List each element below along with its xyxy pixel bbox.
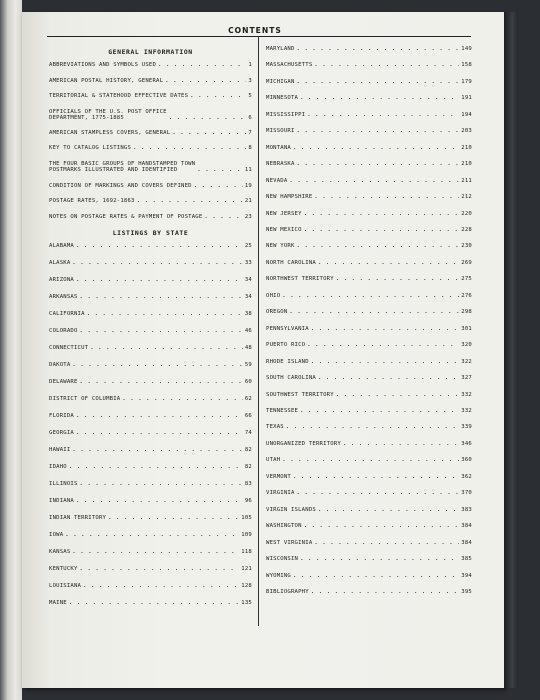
toc-entry-page: 158 — [461, 62, 472, 69]
toc-entry — [266, 556, 472, 562]
toc-entry-page: 83 — [244, 481, 252, 488]
toc-entry — [266, 359, 472, 365]
toc-entry — [266, 46, 472, 52]
toc-entry-title: ILLINOIS — [49, 481, 78, 488]
toc-entry-page: 3 — [248, 77, 252, 84]
toc-entry-page: 66 — [244, 413, 252, 420]
toc-entry-page: 46 — [244, 328, 252, 335]
leader-dots — [83, 583, 239, 589]
leader-dots — [304, 227, 460, 233]
toc-entry — [49, 183, 252, 189]
leader-dots — [72, 260, 242, 266]
leader-dots — [336, 392, 459, 398]
leader-dots — [282, 293, 459, 299]
toc-entry — [266, 95, 472, 101]
leader-dots — [158, 62, 246, 68]
leader-dots — [293, 573, 459, 579]
toc-entry-page: 395 — [461, 588, 472, 595]
toc-entry-title: VIRGIN ISLANDS — [266, 506, 316, 513]
leader-dots — [343, 441, 459, 447]
toc-entry-title: MINNESOTA — [266, 95, 299, 102]
toc-entry-title: DELAWARE — [49, 379, 78, 386]
toc-entry-page: 332 — [461, 391, 472, 398]
leader-dots — [90, 345, 243, 351]
leader-dots — [293, 145, 459, 151]
toc-entry-title: BIBLIOGRAPHY — [266, 588, 309, 595]
toc-entry — [49, 345, 252, 351]
toc-entry — [49, 198, 252, 204]
leader-dots — [286, 424, 459, 430]
toc-entry-page: 269 — [461, 259, 472, 266]
toc-entry — [49, 145, 252, 151]
toc-entry — [266, 474, 472, 480]
toc-entry — [266, 62, 472, 68]
toc-entry — [266, 375, 472, 381]
toc-entry-page: 109 — [241, 532, 252, 539]
toc-entry-page: 48 — [244, 345, 252, 352]
leader-dots — [133, 145, 246, 151]
toc-entry-title: ARIZONA — [49, 277, 74, 284]
leader-dots — [314, 194, 459, 200]
toc-entry-page: 383 — [461, 506, 472, 513]
toc-entry-title: KENTUCKY — [49, 566, 78, 573]
leader-dots — [72, 549, 239, 555]
leader-dots — [297, 128, 460, 134]
toc-entry-page: 34 — [244, 277, 252, 284]
toc-entry — [49, 430, 252, 436]
toc-entry — [266, 424, 472, 430]
leader-dots — [165, 78, 246, 84]
toc-entry — [49, 481, 252, 487]
toc-entry-page: 320 — [461, 342, 472, 349]
toc-entry-page: 385 — [461, 556, 472, 563]
toc-entry-page: 105 — [241, 515, 252, 522]
toc-entry — [49, 532, 252, 538]
leader-dots — [204, 214, 242, 220]
toc-entry-title: NEBRASKA — [266, 161, 295, 168]
toc-entry-title: VERMONT — [266, 473, 291, 480]
toc-entry-page: 370 — [461, 490, 472, 497]
toc-entry-page: 301 — [461, 325, 472, 332]
toc-entry-title: INDIAN TERRITORY — [49, 515, 107, 522]
toc-entry-page: 21 — [244, 198, 252, 205]
toc-entry-title: TENNESSEE — [266, 407, 299, 414]
toc-entry — [266, 211, 472, 217]
toc-entry-title: MARYLAND — [266, 46, 295, 52]
toc-entry-page: 191 — [461, 95, 472, 102]
toc-entry-title: CONDITION OF MARKINGS AND COVERS DEFINED — [49, 182, 192, 189]
toc-entry-page: 5 — [248, 93, 252, 100]
toc-entry-page: 212 — [461, 194, 472, 201]
toc-entry-title: OHIO — [266, 292, 281, 299]
toc-entry-page: 1 — [248, 62, 252, 68]
toc-entry-page: 276 — [461, 292, 472, 299]
toc-entry-page: 230 — [461, 243, 472, 250]
leader-dots — [172, 130, 246, 136]
toc-entry — [49, 277, 252, 283]
toc-entry-title: POSTAGE RATES, 1692-1863 — [49, 198, 135, 205]
right-column — [266, 46, 472, 605]
toc-entry — [266, 441, 472, 447]
toc-entry-page: 327 — [461, 375, 472, 382]
toc-entry-page: 11 — [244, 167, 252, 174]
toc-entry — [266, 79, 472, 85]
leader-dots — [76, 277, 243, 283]
toc-entry-title: MONTANA — [266, 144, 291, 151]
toc-entry — [49, 109, 252, 122]
leader-dots — [72, 447, 242, 453]
leader-dots — [72, 362, 242, 368]
toc-entry — [266, 161, 472, 167]
toc-entry-title: MISSISSIPPI — [266, 111, 306, 118]
toc-entry-page: 128 — [241, 583, 252, 590]
toc-entry-title: TERRITORIAL & STATEHOOD EFFECTIVE DATES — [49, 93, 189, 100]
toc-entry — [266, 227, 472, 233]
leader-dots — [80, 294, 243, 300]
book-cover-edge — [504, 12, 518, 688]
toc-entry — [49, 447, 252, 453]
left-column — [49, 46, 252, 617]
toc-entry-title: SOUTHWEST TERRITORY — [266, 391, 334, 398]
toc-entry — [266, 112, 472, 118]
general-information-heading: GENERAL INFORMATION — [108, 48, 193, 56]
toc-entry-page: 211 — [461, 177, 472, 184]
toc-entry — [49, 515, 252, 521]
toc-entry-page: 322 — [461, 358, 472, 365]
toc-entry-page: 210 — [461, 144, 472, 151]
leader-dots — [304, 523, 460, 529]
leader-dots — [293, 474, 459, 480]
toc-entry — [266, 128, 472, 134]
toc-entry-page: 275 — [461, 276, 472, 283]
column-divider — [258, 36, 259, 626]
toc-entry-title: COLORADO — [49, 328, 78, 335]
toc-entry-title: NEW JERSEY — [266, 210, 302, 217]
toc-entry — [266, 178, 472, 184]
toc-entry — [266, 490, 472, 496]
leader-dots — [297, 490, 460, 496]
toc-entry — [49, 214, 252, 220]
toc-entry-page: 384 — [461, 539, 472, 546]
leader-dots — [137, 198, 243, 204]
toc-entry-title: VIRGINIA — [266, 490, 295, 497]
page-title: CONTENTS — [228, 26, 282, 35]
toc-entry — [266, 392, 472, 398]
toc-entry — [49, 78, 252, 84]
toc-entry-title: NORTH CAROLINA — [266, 259, 316, 266]
toc-entry-page: 135 — [241, 600, 252, 607]
toc-entry-title: AMERICAN STAMPLESS COVERS, GENERAL — [49, 129, 171, 136]
leader-dots — [169, 115, 247, 121]
toc-entry-title: ALABAMA — [49, 243, 74, 250]
leader-dots — [282, 457, 459, 463]
leader-dots — [87, 311, 243, 317]
toc-entry-title: KANSAS — [49, 549, 71, 556]
leader-dots — [297, 161, 460, 167]
listings-by-state-heading: LISTINGS BY STATE — [112, 229, 189, 238]
leader-dots — [307, 112, 459, 118]
toc-entry-page: 332 — [461, 407, 472, 414]
toc-entry — [49, 498, 252, 504]
book-binding — [0, 0, 22, 700]
toc-entry — [49, 93, 252, 99]
toc-entry — [49, 311, 252, 317]
toc-entry-page: 121 — [241, 566, 252, 573]
toc-entry — [49, 396, 252, 402]
leader-dots — [311, 326, 459, 332]
toc-entry-title: MAINE — [49, 600, 67, 607]
leader-dots — [311, 359, 459, 365]
leader-dots — [197, 167, 243, 173]
toc-entry-page: 220 — [461, 210, 472, 217]
leader-dots — [289, 309, 459, 315]
toc-entry — [266, 260, 472, 266]
toc-entry-title: LOUISIANA — [49, 583, 82, 590]
leader-dots — [314, 62, 459, 68]
toc-entry — [49, 328, 252, 334]
toc-entry — [266, 408, 472, 414]
toc-entry-page: 179 — [461, 78, 472, 85]
toc-entry — [266, 457, 472, 463]
toc-entry — [49, 566, 252, 572]
general-information-list — [49, 62, 252, 220]
state-list-left — [49, 243, 252, 606]
toc-entry — [49, 294, 252, 300]
toc-entry-title: WEST VIRGINIA — [266, 539, 313, 546]
leader-dots — [65, 532, 239, 538]
toc-entry — [266, 326, 472, 332]
toc-entry-page: 384 — [461, 523, 472, 530]
leader-dots — [80, 328, 243, 334]
toc-entry-title: TEXAS — [266, 424, 284, 431]
toc-entry-title: HAWAII — [49, 447, 71, 454]
toc-entry-title: IDAHO — [49, 464, 67, 471]
toc-entry-title: MASSACHUSETTS — [266, 62, 313, 69]
toc-entry-page: 34 — [244, 294, 252, 301]
toc-entry — [266, 276, 472, 282]
toc-entry-title: UNORGANIZED TERRITORY — [266, 440, 341, 447]
toc-entry-title: GEORGIA — [49, 430, 74, 437]
toc-entry-title: CALIFORNIA — [49, 311, 85, 318]
toc-entry-title: NORTHWEST TERRITORY — [266, 276, 334, 283]
toc-entry — [266, 573, 472, 579]
toc-entry — [49, 464, 252, 470]
toc-entry-page: 19 — [244, 182, 252, 189]
toc-entry — [49, 362, 252, 368]
toc-entry — [266, 523, 472, 529]
leader-dots — [307, 342, 459, 348]
toc-entry-title: OFFICIALS OF THE U.S. POST OFFICE DEPARTMENT, 1775-1885 — [49, 108, 167, 122]
toc-entry — [49, 600, 252, 606]
toc-entry-page: 59 — [244, 362, 252, 369]
toc-entry-title: DISTRICT OF COLUMBIA — [49, 396, 121, 403]
header-rule — [47, 36, 471, 37]
toc-entry-page: 339 — [461, 424, 472, 431]
leader-dots — [304, 211, 460, 217]
leader-dots — [297, 46, 460, 52]
leader-dots — [300, 408, 459, 414]
toc-entry-page: 194 — [461, 111, 472, 118]
toc-entry — [266, 309, 472, 315]
toc-entry-page: 60 — [244, 379, 252, 386]
toc-entry-page: 203 — [461, 128, 472, 135]
toc-entry — [49, 379, 252, 385]
toc-entry — [266, 243, 472, 249]
toc-entry-page: 82 — [244, 447, 252, 454]
toc-entry-page: 360 — [461, 457, 472, 464]
leader-dots — [297, 79, 460, 85]
toc-entry-title: ARKANSAS — [49, 294, 78, 301]
toc-entry-page: 298 — [461, 309, 472, 316]
leader-dots — [80, 481, 243, 487]
leader-dots — [297, 243, 460, 249]
toc-entry-title: NEW HAMPSHIRE — [266, 194, 313, 201]
leader-dots — [108, 515, 239, 521]
leader-dots — [318, 260, 459, 266]
toc-entry-title: FLORIDA — [49, 413, 74, 420]
toc-entry — [266, 507, 472, 513]
toc-entry-page: 8 — [248, 145, 252, 152]
leader-dots — [76, 430, 243, 436]
toc-entry-page: 346 — [461, 440, 472, 447]
toc-entry-page: 62 — [244, 396, 252, 403]
toc-entry — [266, 589, 472, 595]
toc-entry-title: ABBREVIATIONS AND SYMBOLS USED — [49, 62, 157, 68]
toc-entry-title: ALASKA — [49, 260, 71, 267]
leader-dots — [80, 379, 243, 385]
toc-entry-title: AMERICAN POSTAL HISTORY, GENERAL — [49, 77, 164, 84]
toc-entry — [49, 549, 252, 555]
toc-entry — [49, 413, 252, 419]
toc-entry — [49, 260, 252, 266]
toc-entry-title: NOTES ON POSTAGE RATES & PAYMENT OF POSTAGE — [49, 213, 203, 220]
toc-entry — [49, 62, 252, 68]
toc-entry-page: 118 — [241, 549, 252, 556]
toc-entry-page: 394 — [461, 572, 472, 579]
leader-dots — [194, 183, 243, 189]
toc-entry-page: 38 — [244, 311, 252, 318]
toc-entry — [49, 583, 252, 589]
toc-entry-title: NEW MEXICO — [266, 226, 302, 233]
toc-entry-page: 33 — [244, 260, 252, 267]
leader-dots — [76, 243, 243, 249]
toc-entry-title: RHODE ISLAND — [266, 358, 309, 365]
toc-entry-title: THE FOUR BASIC GROUPS OF HANDSTAMPED TOWN POSTMARKS ILLUSTRATED AND IDENTIFIED — [49, 160, 196, 174]
toc-entry-title: OREGON — [266, 309, 288, 316]
leader-dots — [69, 600, 239, 606]
toc-entry — [266, 540, 472, 546]
toc-entry-title: IOWA — [49, 532, 64, 539]
toc-entry-page: 25 — [244, 243, 252, 250]
toc-entry-title: WISCONSIN — [266, 556, 299, 563]
leader-dots — [336, 276, 459, 282]
toc-entry-page: 23 — [244, 213, 252, 220]
toc-entry — [266, 145, 472, 151]
toc-entry — [266, 293, 472, 299]
toc-entry-title: MICHIGAN — [266, 78, 295, 85]
toc-entry-title: PENNSYLVANIA — [266, 325, 309, 332]
toc-entry-title: SOUTH CAROLINA — [266, 375, 316, 382]
leader-dots — [318, 375, 459, 381]
toc-entry-page: 362 — [461, 473, 472, 480]
toc-entry-title: KEY TO CATALOG LISTINGS — [49, 145, 132, 152]
toc-entry-page: 74 — [244, 430, 252, 437]
toc-entry-title: UTAH — [266, 457, 281, 464]
state-list-right — [266, 46, 472, 595]
leader-dots — [122, 396, 243, 402]
toc-entry-page: 96 — [244, 498, 252, 505]
toc-entry-page: 228 — [461, 226, 472, 233]
toc-entry-title: WASHINGTON — [266, 523, 302, 530]
leader-dots — [69, 464, 243, 470]
leader-dots — [190, 93, 246, 99]
leader-dots — [300, 556, 459, 562]
toc-entry-title: NEVADA — [266, 177, 288, 184]
leader-dots — [314, 540, 459, 546]
toc-entry-title: INDIANA — [49, 498, 74, 505]
leader-dots — [76, 498, 243, 504]
leader-dots — [80, 566, 240, 572]
toc-entry — [266, 194, 472, 200]
toc-entry — [49, 130, 252, 136]
toc-entry-title: PUERTO RICO — [266, 342, 306, 349]
leader-dots — [300, 95, 459, 101]
toc-entry — [49, 161, 252, 174]
toc-entry-page: 149 — [461, 46, 472, 52]
toc-entry-page: 82 — [244, 464, 252, 471]
toc-entry-title: CONNECTICUT — [49, 345, 89, 352]
leader-dots — [311, 589, 459, 595]
leader-dots — [318, 507, 459, 513]
toc-entry-title: MISSOURI — [266, 128, 295, 135]
toc-entry-page: 210 — [461, 161, 472, 168]
toc-entry — [49, 243, 252, 249]
toc-entry-title: DAKOTA — [49, 362, 71, 369]
toc-entry-title: NEW YORK — [266, 243, 295, 250]
toc-entry — [266, 342, 472, 348]
toc-entry-page: 6 — [248, 115, 252, 122]
leader-dots — [289, 178, 459, 184]
toc-entry-title: WYOMING — [266, 572, 291, 579]
toc-entry-page: 7 — [248, 129, 252, 136]
leader-dots — [76, 413, 243, 419]
